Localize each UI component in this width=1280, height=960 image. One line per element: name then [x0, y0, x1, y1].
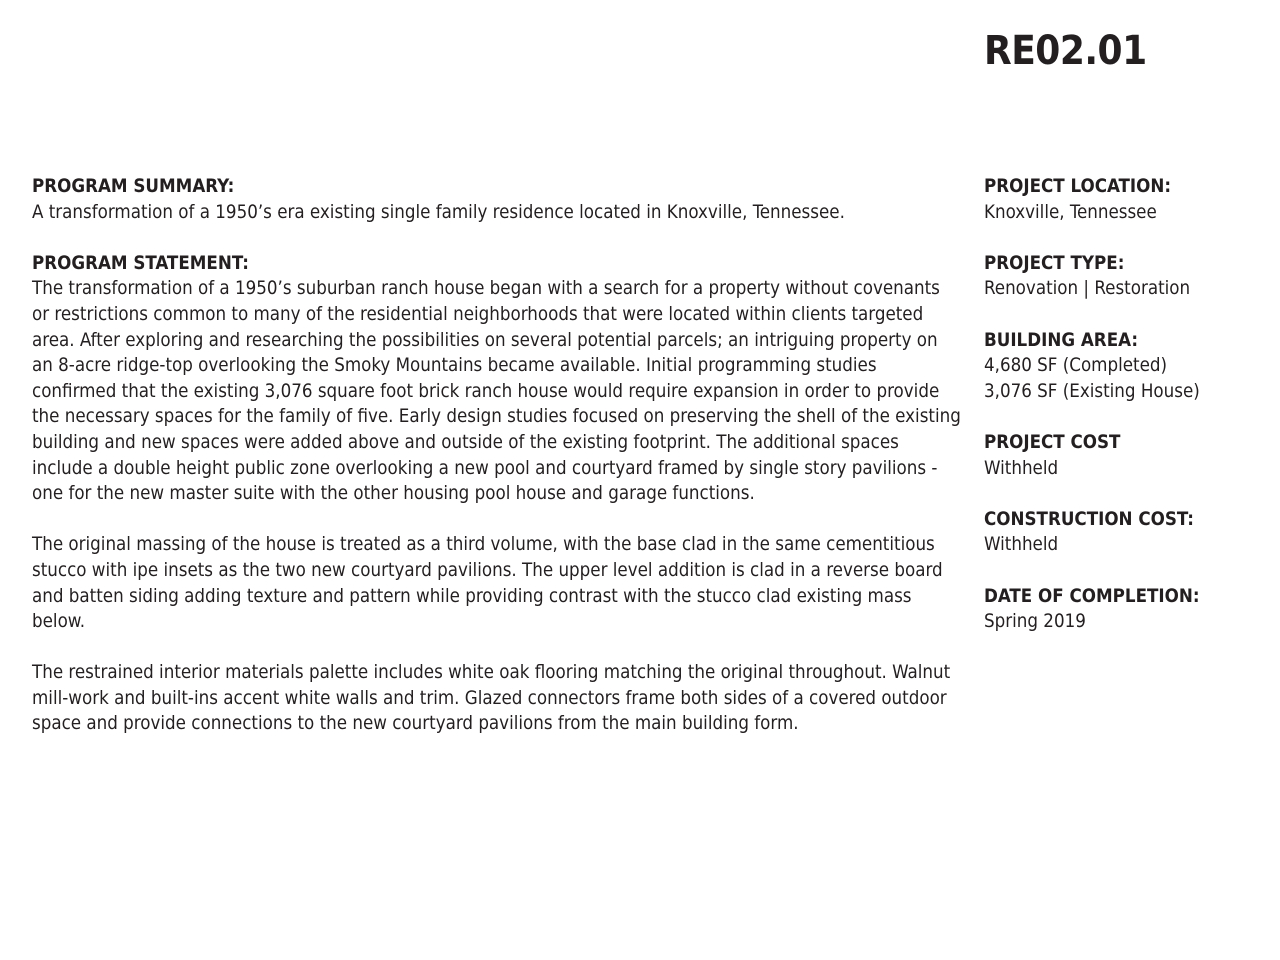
building-area-heading: BUILDING AREA: [984, 329, 1139, 351]
spacer [984, 404, 1274, 430]
spacer [32, 225, 962, 251]
spacer [984, 558, 1274, 584]
program-description [32, 174, 962, 737]
spacer [984, 481, 1274, 507]
building-area-completed: 4,680 SF (Completed) [984, 355, 1168, 377]
program-summary-heading: PROGRAM SUMMARY: [32, 176, 235, 197]
date-of-completion-heading: DATE OF COMPLETION: [984, 585, 1200, 607]
program-summary-text: A transformation of a 1950’s era existing single family residence located in Knoxville, Tennessee. [32, 201, 845, 223]
document-id: RE02.01 [984, 28, 1147, 74]
project-cost-value: Withheld [984, 457, 1059, 479]
program-statement-paragraph-3: The restrained interior materials palette includes white oak flooring matching the original throughout. Walnut mill-work and built-ins accent white walls and trim. Glazed connectors frame both sides of a covered outdoor space and provide connections to the new courtyard pavilions from the main building form. [32, 662, 951, 735]
project-location-heading: PROJECT LOCATION: [984, 176, 1172, 197]
building-area-existing: 3,076 SF (Existing House) [984, 380, 1200, 402]
date-of-completion-value: Spring 2019 [984, 611, 1086, 633]
project-facts [984, 174, 1274, 635]
project-cost-heading: PROJECT COST [984, 431, 1121, 453]
project-type-heading: PROJECT TYPE: [984, 252, 1125, 274]
construction-cost-heading: CONSTRUCTION COST: [984, 508, 1194, 530]
program-statement-paragraph-2: The original massing of the house is treated as a third volume, with the base clad in the same cementitious stucco with ipe insets as the two new courtyard pavilions. The upper level addition is clad in a reverse board and batten siding adding texture and pattern while providing contrast with the stucco clad existing mass below. [32, 534, 943, 633]
project-type-value: Renovation | Restoration [984, 278, 1191, 300]
program-statement-heading: PROGRAM STATEMENT: [32, 252, 249, 274]
project-location-value: Knoxville, Tennessee [984, 201, 1157, 223]
spacer [32, 507, 962, 533]
spacer [984, 225, 1274, 251]
spacer [32, 635, 962, 661]
spacer [984, 302, 1274, 328]
program-statement-paragraph-1: The transformation of a 1950’s suburban ranch house began with a search for a property without covenants or restrictions common to many of the residential neighborhoods that were located within clients targeted area. After exploring and researching the possibilities on several potential parcels; an intriguing property on an 8-acre ridge-top overlooking the Smoky Mountains became available. Initial programming studies confirmed that the existing 3,076 square foot brick ranch house would require expansion in order to provide the necessary spaces for the family of five. Early design studies focused on preserving the shell of the existing building and new spaces were added above and outside of the existing footprint. The additional spaces include a double height public zone overlooking a new pool and courtyard framed by single story pavilions - one for the new master suite with the other housing pool house and garage functions. [32, 278, 961, 505]
construction-cost-value: Withheld [984, 534, 1059, 556]
